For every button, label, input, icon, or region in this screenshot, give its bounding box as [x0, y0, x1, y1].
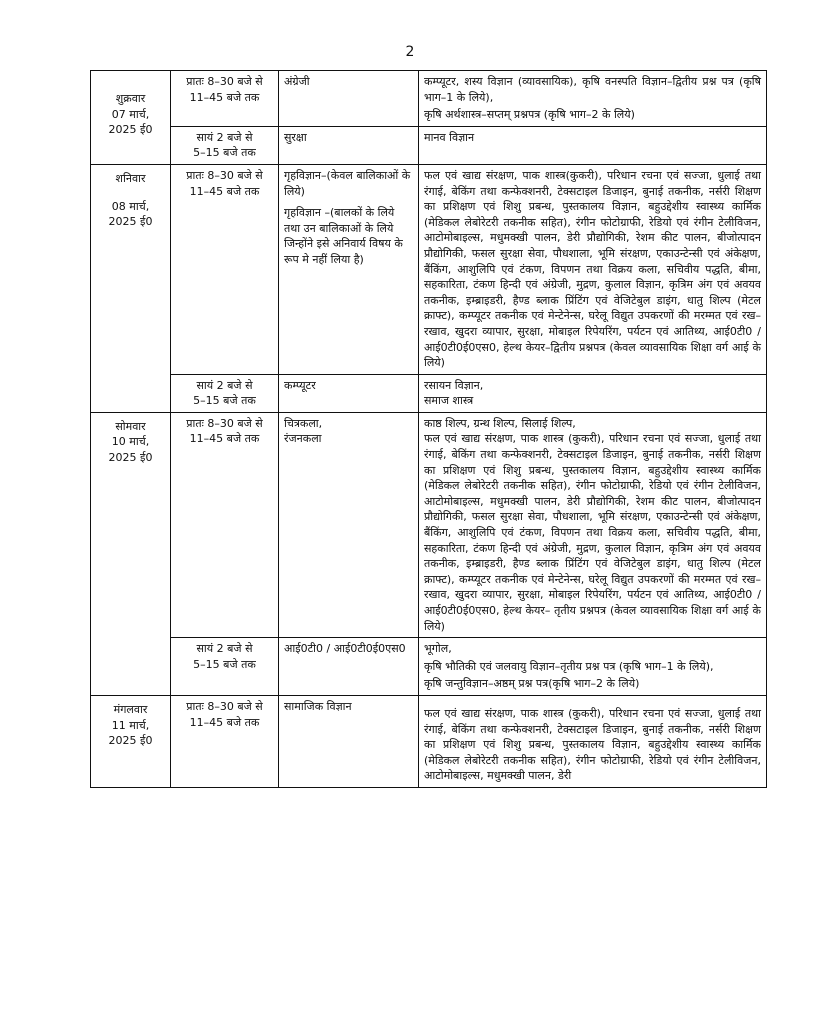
subject-cell [279, 638, 419, 696]
other-subjects-text: फल एवं खाद्य संरक्षण, पाक शास्त्र(कुकरी), परिधान रचना एवं सज्जा, धुलाई तथा रंगाई, बेकिंग तथा कन्फेक्शनरी, टेक्सटाइल डिजाइन, बुनाई तकनीक, नर्सरी शिक्षण का प्रशिक्षण एवं शिशु प्रबन्ध, पुस्तकालय विज्ञान, बहुउद्देशीय स्वास्थ्य कार्मिक (मेडिकल लेबोरेटरी तकनीक सहित), रंगीन फोटोग्राफी, रेडियो एवं रंगीन टेलीविजन, आटोमोबाइल्स, मधुमक्खी पालन, डेरी प्रौद्योगिकी, रेशम कीट पालन, बीजोत्पादन प्रौद्योगिकी, फसल सुरक्षा सेवा, पौधशाला, भूमि संरक्षण, एकाउन्टेन्सी एवं अंकेक्षण, बैंकिंग, आशुलिपि एवं टंकण, विपणन तथा विक्रय कला, सचिवीय पद्धति, बीमा, सहकारिता, टंकण हिन्दी एवं अंग्रेजी, मुद्रण, कुलाल विज्ञान, कृत्रिम अंग एवं अवयव तकनीक, इम्ब्राइडरी, हैण्ड ब्लाक प्रिंटिंग एवं वेजिटेबुल डाइंग, धातु शिल्प (मेटल क्राफ्ट), कम्प्यूटर तकनीक एवं मेन्टेनेन्स, घरेलू विद्युत उपकरणों की मरम्मत एवं रख–रखाव, खुदरा व्यापार, सुरक्षा, मोबाइल रिपेयरिंग, पर्यटन एवं आतिथ्य, आई0टी0 / आई0टी0ई0एस0, हेल्थ केयर–द्वितीय प्रश्नपत्र (केवल व्यावसायिक शिक्षा वर्ग आई के लिये) [424, 168, 761, 370]
other-subjects-text: समाज शास्त्र [424, 394, 474, 408]
table-row [91, 638, 767, 696]
day-cell [91, 71, 171, 165]
day-year: 2025 ई0 [108, 451, 153, 465]
table-row [91, 412, 767, 637]
day-cell [91, 164, 171, 412]
table-row [91, 164, 767, 374]
other-subjects-cell [419, 374, 767, 412]
other-subjects-cell [419, 126, 767, 164]
day-year: 2025 ई0 [108, 123, 153, 137]
other-subjects-text: भूगोल, [424, 642, 452, 656]
time-start: प्रातः 8–30 बजे से [186, 699, 263, 713]
other-subjects-cell [419, 638, 767, 696]
time-end: 5–15 बजे तक [193, 146, 256, 160]
subject-text: आई0टी0 / आई0टी0ई0एस0 [284, 642, 406, 656]
day-date: 11 मार्च, [111, 718, 150, 732]
other-subjects-text: कृषि अर्थशास्त्र–सप्तम् प्रश्नपत्र (कृषि भाग–2 के लिये) [424, 108, 635, 122]
day-name: शुक्रवार [115, 92, 146, 105]
subject-text: अंग्रेजी [284, 75, 310, 88]
subject-text: गृहविज्ञान–(केवल बालिकाओं के लिये) [284, 168, 411, 198]
time-cell [171, 126, 279, 164]
table-row [91, 374, 767, 412]
other-subjects-text: कम्प्यूटर, शस्य विज्ञान (व्यावसायिक), कृषि वनस्पति विज्ञान–द्वितीय प्रश्न पत्र (कृषि भाग–1 के लिये), [424, 75, 761, 104]
time-start: प्रातः 8–30 बजे से [186, 416, 263, 430]
time-cell [171, 695, 279, 787]
day-cell [91, 412, 171, 695]
time-start: सायं 2 बजे से [196, 378, 253, 392]
page-number: 2 [405, 44, 415, 60]
time-cell [171, 164, 279, 374]
table-row [91, 695, 767, 787]
day-name: शनिवार [115, 171, 146, 185]
subject-text: गृहविज्ञान –(बालकों के लिये तथा उन बालिकाओं के लिये जिन्होंने इसे अनिवार्य विषय के रूप मे नहीं लिया है) [284, 206, 403, 266]
subject-text: सुरक्षा [284, 130, 307, 144]
time-start: सायं 2 बजे से [196, 642, 253, 656]
table-row [91, 71, 767, 127]
subject-cell [279, 164, 419, 374]
time-cell [171, 638, 279, 696]
time-start: सायं 2 बजे से [196, 130, 253, 144]
other-subjects-cell [419, 695, 767, 787]
time-end: 5–15 बजे तक [193, 657, 256, 671]
other-subjects-text: कृषि भौतिकी एवं जलवायु विज्ञान–तृतीय प्रश्न पत्र (कृषि भाग–1 के लिये), [424, 659, 714, 673]
other-subjects-text: कृषि जन्तुविज्ञान–अष्ठम् प्रश्न पत्र(कृषि भाग–2 के लिये) [424, 677, 640, 691]
subject-cell [279, 71, 419, 127]
day-date: 10 मार्च, [111, 435, 150, 449]
time-start: प्रातः 8–30 बजे से [186, 75, 263, 88]
day-year: 2025 ई0 [108, 734, 153, 748]
day-date: 08 मार्च, [111, 199, 150, 213]
subject-cell [279, 695, 419, 787]
subject-cell [279, 412, 419, 637]
time-start: प्रातः 8–30 बजे से [186, 168, 263, 182]
subject-text: सामाजिक विज्ञान [284, 699, 352, 713]
time-end: 11–45 बजे तक [189, 432, 260, 446]
day-name: सोमवार [115, 419, 146, 433]
subject-cell [279, 374, 419, 412]
table-row [91, 126, 767, 164]
day-year: 2025 ई0 [108, 215, 153, 229]
other-subjects-text: मानव विज्ञान [424, 130, 475, 144]
subject-text: चित्रकला, [284, 416, 323, 430]
other-subjects-text: फल एवं खाद्य संरक्षण, पाक शास्त्र (कुकरी), परिधान रचना एवं सज्जा, धुलाई तथा रंगाई, बेकिंग तथा कन्फेक्शनरी, टेक्सटाइल डिजाइन, बुनाई तकनीक, नर्सरी शिक्षण का प्रशिक्षण एवं शिशु प्रबन्ध, पुस्तकालय विज्ञान, बहुउद्देशीय स्वास्थ्य कार्मिक (मेडिकल लेबोरेटरी तकनीक सहित), रंगीन फोटोग्राफी, रेडियो एवं रंगीन टेलीविजन, आटोमोबाइल्स, मधुमक्खी पालन, डेरी [424, 706, 761, 783]
other-subjects-text: रसायन विज्ञान, [424, 378, 484, 392]
time-cell [171, 374, 279, 412]
time-end: 11–45 बजे तक [189, 715, 260, 729]
exam-schedule-table [90, 70, 767, 788]
time-cell [171, 412, 279, 637]
time-end: 11–45 बजे तक [189, 90, 260, 104]
subject-cell [279, 126, 419, 164]
time-end: 11–45 बजे तक [189, 184, 260, 198]
day-cell [91, 695, 171, 787]
other-subjects-cell [419, 412, 767, 637]
day-name: मंगलवार [113, 702, 148, 716]
day-date: 07 मार्च, [111, 107, 150, 121]
other-subjects-cell [419, 71, 767, 127]
time-cell [171, 71, 279, 127]
other-subjects-text: काष्ठ शिल्प, ग्रन्थ शिल्प, सिलाई शिल्प, [424, 416, 576, 430]
subject-text: कम्प्यूटर [284, 378, 316, 392]
other-subjects-cell [419, 164, 767, 374]
subject-text: रंजनकला [284, 432, 322, 446]
time-end: 5–15 बजे तक [193, 394, 256, 408]
other-subjects-text: फल एवं खाद्य संरक्षण, पाक शास्त्र (कुकरी), परिधान रचना एवं सज्जा, धुलाई तथा रंगाई, बेकिंग तथा कन्फेक्शनरी, टेक्सटाइल डिजाइन, बुनाई तकनीक, नर्सरी शिक्षण का प्रशिक्षण एवं शिशु प्रबन्ध, पुस्तकालय विज्ञान, बहुउद्देशीय स्वास्थ्य कार्मिक (मेडिकल लेबोरेटरी तकनीक सहित), रंगीन फोटोग्राफी, रेडियो एवं रंगीन टेलीविजन, आटोमोबाइल्स, मधुमक्खी पालन, डेरी प्रौद्योगिकी, रेशम कीट पालन, बीजोत्पादन प्रौद्योगिकी, फसल सुरक्षा सेवा, पौधशाला, भूमि संरक्षण, एकाउन्टेन्सी एवं अंकेक्षण, बैंकिंग, आशुलिपि एवं टंकण, विपणन तथा विक्रय कला, सचिवीय पद्धति, बीमा, सहकारिता, टंकण हिन्दी एवं अंग्रेजी, मुद्रण, कुलाल विज्ञान, कृत्रिम अंग एवं अवयव तकनीक, इम्ब्राइडरी, हैण्ड ब्लाक प्रिंटिंग एवं वेजिटेबुल डाइंग, धातु शिल्प (मेटल क्राफ्ट), कम्प्यूटर तकनीक एवं मेन्टेनेन्स, घरेलू विद्युत उपकरणों की मरम्मत एवं रख–रखाव, खुदरा व्यापार, सुरक्षा, मोबाइल रिपेयरिंग, पर्यटन एवं आतिथ्य, आई0टी0 / आई0टी0ई0एस0, हेल्थ केयर– तृतीय प्रश्नपत्र (केवल व्यावसायिक शिक्षा वर्ग आई के लिये) [424, 432, 761, 633]
